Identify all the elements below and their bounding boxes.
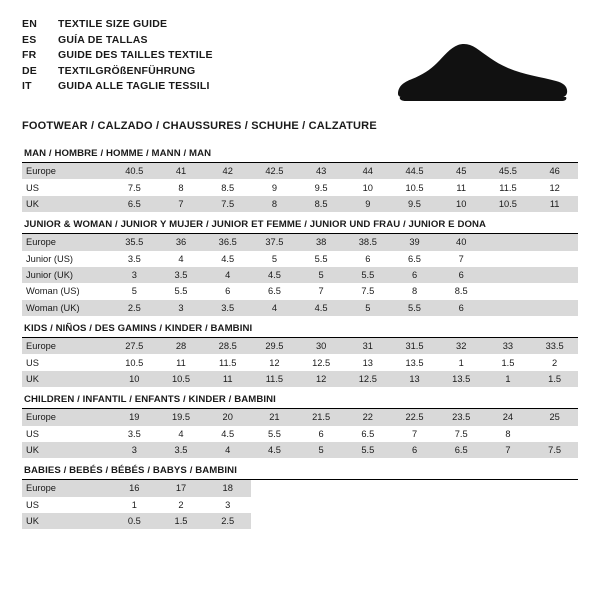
size-cell: 4 bbox=[158, 426, 205, 442]
size-table bbox=[22, 480, 578, 529]
size-cell: 7 bbox=[438, 251, 485, 267]
language-code: IT bbox=[22, 80, 32, 92]
size-cell: 45.5 bbox=[485, 163, 532, 179]
size-cell: 11 bbox=[204, 371, 251, 387]
size-cell: 1 bbox=[438, 354, 485, 370]
size-cell-empty bbox=[251, 480, 298, 496]
size-cell: 38 bbox=[298, 234, 345, 250]
size-cell: 44 bbox=[344, 163, 391, 179]
size-cell bbox=[485, 267, 532, 283]
size-cell-empty bbox=[251, 513, 298, 529]
table-row bbox=[22, 267, 578, 283]
size-cell bbox=[485, 234, 532, 250]
table-row bbox=[22, 179, 578, 195]
size-block-babies bbox=[22, 465, 578, 529]
size-cell: 1.5 bbox=[485, 354, 532, 370]
size-cell: 7 bbox=[158, 196, 205, 212]
row-label: UK bbox=[22, 513, 111, 529]
table-row bbox=[22, 442, 578, 458]
size-cell: 33.5 bbox=[531, 338, 578, 354]
row-label: UK bbox=[22, 442, 111, 458]
size-cell bbox=[531, 267, 578, 283]
size-cell: 6 bbox=[298, 426, 345, 442]
size-cell: 8 bbox=[251, 196, 298, 212]
language-title: GUIDE DES TAILLES TEXTILE bbox=[58, 49, 213, 61]
size-cell: 1.5 bbox=[531, 371, 578, 387]
row-label: US bbox=[22, 179, 111, 195]
size-cell: 5 bbox=[298, 442, 345, 458]
size-cell: 7.5 bbox=[204, 196, 251, 212]
size-block-junior-woman bbox=[22, 219, 578, 316]
size-cell-empty bbox=[391, 480, 438, 496]
size-cell: 3 bbox=[111, 442, 158, 458]
size-cell: 6.5 bbox=[111, 196, 158, 212]
size-cell: 40.5 bbox=[111, 163, 158, 179]
size-cell: 7.5 bbox=[344, 283, 391, 299]
size-cell: 24 bbox=[485, 409, 532, 425]
size-cell-empty bbox=[485, 513, 532, 529]
size-cell: 11 bbox=[531, 196, 578, 212]
size-cell bbox=[531, 234, 578, 250]
size-cell: 7 bbox=[298, 283, 345, 299]
language-code: FR bbox=[22, 49, 37, 61]
size-cell: 4.5 bbox=[298, 300, 345, 316]
size-cell-empty bbox=[344, 480, 391, 496]
language-code: ES bbox=[22, 33, 37, 46]
language-title: TEXTILE SIZE GUIDE bbox=[58, 18, 168, 30]
size-cell bbox=[485, 300, 532, 316]
size-cell: 9 bbox=[251, 179, 298, 195]
table-row bbox=[22, 163, 578, 179]
size-cell: 3.5 bbox=[158, 267, 205, 283]
size-cell: 8 bbox=[391, 283, 438, 299]
size-cell: 6 bbox=[391, 442, 438, 458]
block-title: KIDS / NIÑOS / DES GAMINS / KINDER / BAMBINI bbox=[24, 323, 253, 334]
size-cell: 8.5 bbox=[438, 283, 485, 299]
size-cell: 3.5 bbox=[111, 426, 158, 442]
size-cell: 39 bbox=[391, 234, 438, 250]
size-cell: 1.5 bbox=[158, 513, 205, 529]
row-label: Europe bbox=[22, 163, 111, 179]
size-block-man bbox=[22, 148, 578, 212]
size-cell: 32 bbox=[438, 338, 485, 354]
size-cell: 6.5 bbox=[344, 426, 391, 442]
size-cell: 7.5 bbox=[531, 442, 578, 458]
size-cell-empty bbox=[298, 480, 345, 496]
row-label: Europe bbox=[22, 338, 111, 354]
size-cell: 29.5 bbox=[251, 338, 298, 354]
size-cell: 12.5 bbox=[298, 354, 345, 370]
size-cell-empty bbox=[438, 480, 485, 496]
size-cell: 21 bbox=[251, 409, 298, 425]
table-row bbox=[22, 426, 578, 442]
language-title-list bbox=[22, 18, 213, 96]
size-cell: 4 bbox=[251, 300, 298, 316]
size-cell: 8 bbox=[485, 426, 532, 442]
block-title: JUNIOR & WOMAN / JUNIOR Y MUJER / JUNIOR ET FEMME / JUNIOR UND FRAU / JUNIOR E DONA bbox=[24, 219, 487, 231]
size-cell: 44.5 bbox=[391, 163, 438, 179]
size-cell: 21.5 bbox=[298, 409, 345, 425]
size-cell-empty bbox=[485, 480, 532, 496]
size-cell: 6 bbox=[438, 300, 485, 316]
language-row bbox=[22, 80, 213, 96]
size-cell: 46 bbox=[531, 163, 578, 179]
size-cell: 35.5 bbox=[111, 234, 158, 250]
size-cell: 5 bbox=[344, 300, 391, 316]
size-cell: 2.5 bbox=[111, 300, 158, 316]
language-code: EN bbox=[22, 18, 37, 30]
size-cell: 12.5 bbox=[344, 371, 391, 387]
size-cell: 6.5 bbox=[251, 283, 298, 299]
size-cell: 7.5 bbox=[438, 426, 485, 442]
block-title: CHILDREN / INFANTIL / ENFANTS / KINDER / BAMBINI bbox=[24, 394, 276, 406]
size-cell: 6 bbox=[344, 251, 391, 267]
size-cell: 4.5 bbox=[204, 251, 251, 267]
size-cell: 5.5 bbox=[344, 442, 391, 458]
row-label: Junior (UK) bbox=[22, 267, 111, 283]
size-cell: 22 bbox=[344, 409, 391, 425]
row-label: US bbox=[22, 354, 111, 370]
table-row bbox=[22, 234, 578, 250]
size-cell: 13.5 bbox=[438, 371, 485, 387]
size-cell: 30 bbox=[298, 338, 345, 354]
size-cell-empty bbox=[438, 513, 485, 529]
size-cell: 12 bbox=[298, 371, 345, 387]
size-cell: 4 bbox=[204, 267, 251, 283]
size-cell: 13 bbox=[391, 371, 438, 387]
size-cell: 2 bbox=[531, 354, 578, 370]
size-cell: 5 bbox=[111, 283, 158, 299]
size-cell-empty bbox=[485, 497, 532, 513]
size-cell: 13.5 bbox=[391, 354, 438, 370]
block-title: BABIES / BEBÉS / BÉBÉS / BABYS / BAMBINI bbox=[24, 465, 237, 477]
size-table bbox=[22, 338, 578, 387]
table-row bbox=[22, 513, 578, 529]
row-label: Europe bbox=[22, 480, 111, 496]
size-cell-empty bbox=[298, 513, 345, 529]
size-cell: 27.5 bbox=[111, 338, 158, 354]
size-cell: 4 bbox=[204, 442, 251, 458]
language-row bbox=[22, 34, 213, 50]
size-cell: 12 bbox=[251, 354, 298, 370]
row-label: US bbox=[22, 497, 111, 513]
size-cell: 28.5 bbox=[204, 338, 251, 354]
size-cell-empty bbox=[391, 513, 438, 529]
table-row bbox=[22, 283, 578, 299]
size-cell: 7.5 bbox=[111, 179, 158, 195]
language-row bbox=[22, 49, 213, 65]
size-cell: 18 bbox=[204, 480, 251, 496]
size-cell-empty bbox=[251, 497, 298, 513]
language-title: GUÍA DE TALLAS bbox=[58, 33, 148, 46]
size-cell-empty bbox=[531, 480, 578, 496]
size-cell: 10 bbox=[438, 196, 485, 212]
size-cell-empty bbox=[438, 497, 485, 513]
size-cell-empty bbox=[391, 497, 438, 513]
row-label: Woman (US) bbox=[22, 283, 111, 299]
size-cell: 22.5 bbox=[391, 409, 438, 425]
size-cell: 7 bbox=[391, 426, 438, 442]
size-cell: 42.5 bbox=[251, 163, 298, 179]
size-cell: 9 bbox=[344, 196, 391, 212]
size-cell: 5.5 bbox=[298, 251, 345, 267]
size-cell-empty bbox=[531, 513, 578, 529]
size-cell: 8.5 bbox=[298, 196, 345, 212]
row-label: Woman (UK) bbox=[22, 300, 111, 316]
size-cell: 9.5 bbox=[298, 179, 345, 195]
language-title: GUIDA ALLE TAGLIE TESSILI bbox=[58, 80, 210, 92]
size-cell: 2 bbox=[158, 497, 205, 513]
size-cell: 5.5 bbox=[391, 300, 438, 316]
size-cell bbox=[531, 283, 578, 299]
size-cell: 43 bbox=[298, 163, 345, 179]
size-cell: 5.5 bbox=[344, 267, 391, 283]
table-row bbox=[22, 497, 578, 513]
size-cell: 4 bbox=[158, 251, 205, 267]
size-cell: 6 bbox=[204, 283, 251, 299]
table-row bbox=[22, 196, 578, 212]
table-row bbox=[22, 371, 578, 387]
table-row bbox=[22, 409, 578, 425]
size-cell: 1 bbox=[111, 497, 158, 513]
size-cell bbox=[485, 283, 532, 299]
size-table bbox=[22, 163, 578, 212]
dress-shoe-icon bbox=[390, 38, 570, 108]
language-row bbox=[22, 65, 213, 81]
size-block-kids bbox=[22, 323, 578, 387]
size-cell: 11.5 bbox=[485, 179, 532, 195]
size-cell bbox=[531, 300, 578, 316]
size-cell: 10 bbox=[344, 179, 391, 195]
size-cell: 19.5 bbox=[158, 409, 205, 425]
size-cell: 3 bbox=[204, 497, 251, 513]
size-cell: 36 bbox=[158, 234, 205, 250]
size-cell bbox=[531, 426, 578, 442]
size-cell: 10 bbox=[111, 371, 158, 387]
size-cell: 4.5 bbox=[251, 442, 298, 458]
language-code: DE bbox=[22, 64, 37, 77]
size-cell: 12 bbox=[531, 179, 578, 195]
size-cell: 2.5 bbox=[204, 513, 251, 529]
table-row bbox=[22, 354, 578, 370]
table-row bbox=[22, 300, 578, 316]
size-cell: 17 bbox=[158, 480, 205, 496]
size-cell: 10.5 bbox=[391, 179, 438, 195]
size-cell: 10.5 bbox=[485, 196, 532, 212]
row-label: Europe bbox=[22, 234, 111, 250]
size-cell: 20 bbox=[204, 409, 251, 425]
size-cell: 3 bbox=[158, 300, 205, 316]
size-cell bbox=[531, 251, 578, 267]
size-cell: 6 bbox=[438, 267, 485, 283]
size-cell: 4.5 bbox=[204, 426, 251, 442]
size-cell: 45 bbox=[438, 163, 485, 179]
language-title: TEXTILGRÖßENFÜHRUNG bbox=[58, 64, 196, 77]
row-label: US bbox=[22, 426, 111, 442]
size-cell: 25 bbox=[531, 409, 578, 425]
size-cell: 36.5 bbox=[204, 234, 251, 250]
size-cell-empty bbox=[531, 497, 578, 513]
size-cell: 11 bbox=[158, 354, 205, 370]
size-cell: 28 bbox=[158, 338, 205, 354]
size-cell: 19 bbox=[111, 409, 158, 425]
size-cell: 8.5 bbox=[204, 179, 251, 195]
size-cell: 3 bbox=[111, 267, 158, 283]
row-label: Europe bbox=[22, 409, 111, 425]
size-cell: 8 bbox=[158, 179, 205, 195]
language-row bbox=[22, 18, 213, 34]
size-cell: 10.5 bbox=[111, 354, 158, 370]
size-cell: 6.5 bbox=[391, 251, 438, 267]
size-cell: 40 bbox=[438, 234, 485, 250]
size-cell: 13 bbox=[344, 354, 391, 370]
document-header bbox=[22, 18, 578, 110]
row-label: Junior (US) bbox=[22, 251, 111, 267]
size-cell: 23.5 bbox=[438, 409, 485, 425]
size-cell-empty bbox=[344, 513, 391, 529]
size-cell: 7 bbox=[485, 442, 532, 458]
size-cell bbox=[485, 251, 532, 267]
table-row bbox=[22, 480, 578, 496]
size-table bbox=[22, 409, 578, 458]
size-cell: 3.5 bbox=[111, 251, 158, 267]
row-label: UK bbox=[22, 371, 111, 387]
size-table bbox=[22, 234, 578, 316]
size-cell-empty bbox=[298, 497, 345, 513]
size-cell: 11.5 bbox=[204, 354, 251, 370]
size-cell: 33 bbox=[485, 338, 532, 354]
size-cell: 42 bbox=[204, 163, 251, 179]
size-cell-empty bbox=[344, 497, 391, 513]
table-row bbox=[22, 338, 578, 354]
size-block-children bbox=[22, 394, 578, 458]
size-cell: 6 bbox=[391, 267, 438, 283]
size-cell: 6.5 bbox=[438, 442, 485, 458]
size-cell: 3.5 bbox=[158, 442, 205, 458]
size-cell: 37.5 bbox=[251, 234, 298, 250]
block-title: MAN / HOMBRE / HOMME / MANN / MAN bbox=[24, 148, 212, 159]
table-row bbox=[22, 251, 578, 267]
size-cell: 41 bbox=[158, 163, 205, 179]
row-label: UK bbox=[22, 196, 111, 212]
size-cell: 1 bbox=[485, 371, 532, 387]
size-cell: 5 bbox=[251, 251, 298, 267]
size-cell: 31 bbox=[344, 338, 391, 354]
page-title: FOOTWEAR / CALZADO / CHAUSSURES / SCHUHE / CALZATURE bbox=[22, 120, 377, 132]
size-cell: 9.5 bbox=[391, 196, 438, 212]
size-cell: 31.5 bbox=[391, 338, 438, 354]
size-cell: 16 bbox=[111, 480, 158, 496]
size-cell: 5.5 bbox=[158, 283, 205, 299]
size-cell: 11 bbox=[438, 179, 485, 195]
size-cell: 0.5 bbox=[111, 513, 158, 529]
size-cell: 3.5 bbox=[204, 300, 251, 316]
size-cell: 5.5 bbox=[251, 426, 298, 442]
size-cell: 4.5 bbox=[251, 267, 298, 283]
size-cell: 10.5 bbox=[158, 371, 205, 387]
size-cell: 38.5 bbox=[344, 234, 391, 250]
size-cell: 11.5 bbox=[251, 371, 298, 387]
size-cell: 5 bbox=[298, 267, 345, 283]
